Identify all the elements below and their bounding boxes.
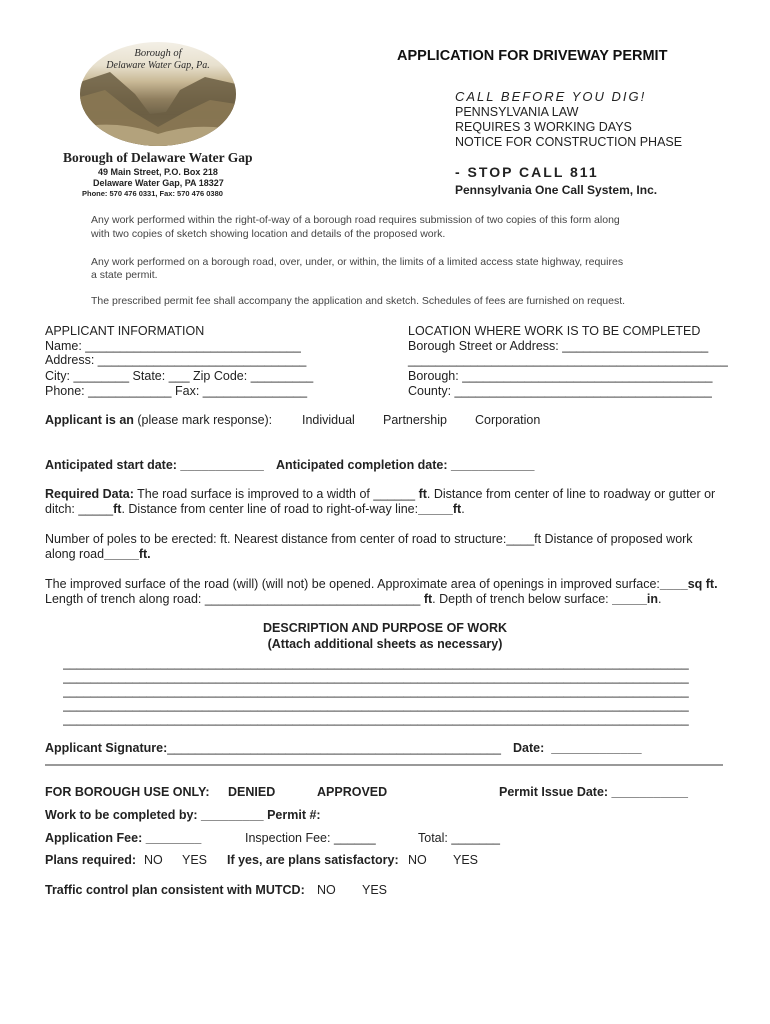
right-of-way-text: . Distance from center line of road to right-of-way line: xyxy=(121,502,419,516)
traffic-control-yes[interactable]: YES xyxy=(362,883,388,897)
borough-address2: Delaware Water Gap, PA 18327 xyxy=(93,178,224,188)
plans-required-yes[interactable]: YES xyxy=(182,853,208,867)
description-line[interactable]: __________________________________________________________________________________________ xyxy=(63,670,689,684)
along-road-field: _____ft. xyxy=(104,547,151,561)
applicant-address-field[interactable]: Address: ______________________________ xyxy=(45,353,307,367)
applicant-type-label xyxy=(45,413,272,427)
logo-text-line2: Delaware Water Gap, Pa. xyxy=(106,60,210,71)
applicant-type-label-rest: (please mark response): xyxy=(133,413,273,427)
poles-line2[interactable] xyxy=(45,547,151,561)
description-line[interactable]: __________________________________________________________________________________________ xyxy=(63,712,689,726)
stop-call-811: - STOP CALL 811 xyxy=(455,164,599,180)
period: . xyxy=(658,592,662,606)
borough-name: Borough of Delaware Water Gap xyxy=(63,150,253,165)
unit-ft: ft xyxy=(113,502,122,516)
signature-row[interactable] xyxy=(45,741,501,755)
option-partnership[interactable]: Partnership xyxy=(383,413,447,427)
unit-ft: ft xyxy=(418,487,427,501)
surface-area-field: ____sq ft. xyxy=(659,577,718,591)
plans-satisfactory-yes[interactable]: YES xyxy=(453,853,479,867)
permit-issue-date-field[interactable]: Permit Issue Date: ___________ xyxy=(499,785,689,799)
applicant-phone-fax-field[interactable]: Phone: ____________ Fax: _______________ xyxy=(45,384,308,398)
trench-length-text: Length of trench along road: _______________________________ xyxy=(45,592,424,606)
location-street-line2[interactable]: ______________________________________________ xyxy=(408,353,728,367)
start-date-field[interactable]: Anticipated start date: ____________ xyxy=(45,458,264,472)
plans-satisfactory-no[interactable]: NO xyxy=(408,853,427,867)
required-distance-text: . Distance from center of line to roadway or gutter or xyxy=(426,487,716,501)
surface-line1[interactable] xyxy=(45,577,718,591)
date-line[interactable]: _____________ xyxy=(551,741,642,755)
description-line[interactable]: __________________________________________________________________________________________ xyxy=(63,656,689,670)
borough-logo xyxy=(80,42,236,146)
intro-p1-line1: Any work performed within the right-of-way of a borough road requires submission of two copies of this form along xyxy=(91,214,620,226)
option-denied[interactable]: DENIED xyxy=(228,785,276,799)
inspection-fee-field[interactable]: Inspection Fee: ______ xyxy=(245,831,376,845)
description-line[interactable]: __________________________________________________________________________________________ xyxy=(63,684,689,698)
surface-line2[interactable] xyxy=(45,592,661,606)
location-county-field[interactable]: County: _____________________________________ xyxy=(408,384,712,398)
applicant-name-field[interactable]: Name: _______________________________ xyxy=(45,339,301,353)
signature-date-row[interactable] xyxy=(513,741,642,755)
applicant-heading: APPLICANT INFORMATION xyxy=(45,324,205,338)
option-individual[interactable]: Individual xyxy=(302,413,355,427)
required-data-label: Required Data: xyxy=(45,487,134,501)
description-subheading: (Attach additional sheets as necessary) xyxy=(267,637,503,651)
intro-p1-line2: with two copies of sketch showing location and details of the proposed work. xyxy=(91,228,446,240)
plans-required-no[interactable]: NO xyxy=(144,853,163,867)
page-title: APPLICATION FOR DRIVEWAY PERMIT xyxy=(397,48,668,64)
intro-p2-line1: Any work performed on a borough road, over, under, or within, the limits of a limited access state highway, requires xyxy=(91,256,624,268)
signature-line[interactable]: ________________________________________________ xyxy=(167,741,501,755)
applicant-type-label-bold: Applicant is an xyxy=(45,413,134,427)
trench-depth-text: . Depth of trench below surface: xyxy=(432,592,613,606)
borough-phone: Phone: 570 476 0331, Fax: 570 476 0380 xyxy=(82,189,223,198)
required-width-text: The road surface is improved to a width of ______ xyxy=(133,487,419,501)
completion-date-field[interactable]: Anticipated completion date: ____________ xyxy=(276,458,535,472)
surface-text: The improved surface of the road (will) (will not) be opened. Approximate area of openings in improved surface: xyxy=(45,577,660,591)
law-line-1: PENNSYLVANIA LAW xyxy=(455,105,579,119)
signature-label: Applicant Signature: xyxy=(45,741,168,755)
application-fee-field[interactable]: Application Fee: ________ xyxy=(45,831,202,845)
borough-use-label: FOR BOROUGH USE ONLY: xyxy=(45,785,210,799)
location-heading: LOCATION WHERE WORK IS TO BE COMPLETED xyxy=(408,324,701,338)
right-of-way-field: _____ft xyxy=(418,502,462,516)
work-completed-by-field[interactable]: Work to be completed by: _________ Permit #: xyxy=(45,808,321,822)
call-before-dig: CALL BEFORE YOU DIG! xyxy=(455,89,647,104)
unit-ft: ft xyxy=(423,592,433,606)
location-borough-field[interactable]: Borough: ____________________________________ xyxy=(408,369,713,383)
borough-address1: 49 Main Street, P.O. Box 218 xyxy=(98,167,218,177)
required-data-line1[interactable] xyxy=(45,487,715,501)
trench-depth-field: _____in xyxy=(612,592,658,606)
applicant-city-state-zip-field[interactable]: City: ________ State: ___ Zip Code: _________ xyxy=(45,369,314,383)
law-line-3: NOTICE FOR CONSTRUCTION PHASE xyxy=(455,135,683,149)
one-call-system: Pennsylvania One Call System, Inc. xyxy=(455,183,658,197)
law-line-2: REQUIRES 3 WORKING DAYS xyxy=(455,120,632,134)
location-street-field[interactable]: Borough Street or Address: _____________________ xyxy=(408,339,709,353)
logo-text-line1: Borough of xyxy=(134,48,182,59)
option-approved[interactable]: APPROVED xyxy=(317,785,388,799)
traffic-control-label: Traffic control plan consistent with MUTCD: xyxy=(45,883,305,897)
ditch-text: ditch: _____ xyxy=(45,502,114,516)
plans-satisfactory-label: If yes, are plans satisfactory: xyxy=(227,853,399,867)
description-line[interactable]: __________________________________________________________________________________________ xyxy=(63,698,689,712)
plans-required-label: Plans required: xyxy=(45,853,136,867)
date-label: Date: xyxy=(513,741,545,755)
traffic-control-no[interactable]: NO xyxy=(317,883,336,897)
total-fee-field[interactable]: Total: _______ xyxy=(418,831,501,845)
along-road-text: along road xyxy=(45,547,105,561)
description-heading: DESCRIPTION AND PURPOSE OF WORK xyxy=(263,621,507,635)
required-data-line2[interactable] xyxy=(45,502,465,516)
period: . xyxy=(461,502,465,516)
intro-p3: The prescribed permit fee shall accompany the application and sketch. Schedules of fees are furnished on request. xyxy=(91,295,626,307)
poles-line1[interactable]: Number of poles to be erected: ft. Nearest distance from center of road to structure:____ft Distance of proposed work xyxy=(45,532,693,546)
section-divider xyxy=(45,764,723,766)
intro-p2-line2: a state permit. xyxy=(91,269,158,281)
option-corporation[interactable]: Corporation xyxy=(475,413,541,427)
